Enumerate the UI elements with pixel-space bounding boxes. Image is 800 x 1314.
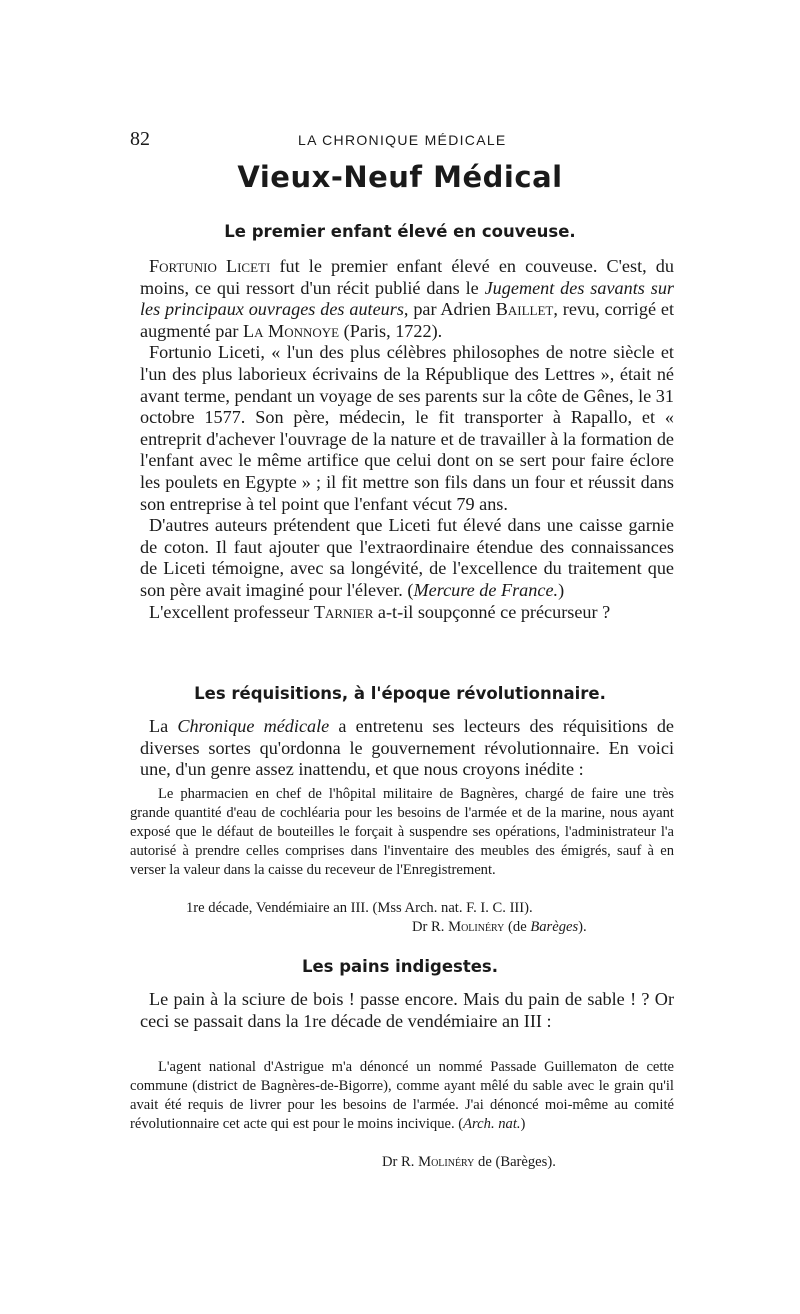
quoted-document-pain bbox=[130, 1058, 674, 1134]
quote-paragraph: Le pharmacien en chef de l'hôpital militaire de Bagnères, chargé de faire une très grande quantité d'eau de cochléaria pour les besoins de l'armée et de la marine, nous ayant exposé que le défaut de bouteilles le forçait à suspendre ses opérations, l'administrateur l'a autorisé à prendre celles comprises dans l'inventaire des meubles des émigrés, sauf à en verser la valeur dans la caisse du receveur de l'Enregistrement. bbox=[130, 786, 674, 878]
quote-paragraph bbox=[130, 1058, 674, 1134]
author-signature bbox=[412, 919, 587, 936]
paragraph: Fortunio Liceti, « l'un des plus célèbres philosophes de notre siècle et l'un des plus laborieux écrivains de la République des Lettres », était né avant terme, pendant un voyage de ses parents sur la côte de Gênes, le 31 octobre 1577. Son père, médecin, le fit transporter à Rapallo, et « entreprit d'achever l'ouvrage de la nature et de travailler à la formation de l'enfant avec le même artifice que celui dont on se sert pour faire éclore les poulets en Egypte » ; il fit mettre son fils dans un four et réussit dans son entreprise à tel point que l'enfant vécut 79 ans. bbox=[140, 342, 674, 514]
text-run: fut le premier enfant élevé en couveuse. C'est, du moins, ce qui ressort d'un récit publié dans le bbox=[140, 256, 674, 298]
text-run: D'autres auteurs prétendent que Liceti fut élevé dans une caisse garnie de coton. Il faut ajouter que l'extraordinaire étendue des connaissances de Liceti témoigne, avec sa longévité, de l'excellence du traitement que son père avait imaginé pour l'élever. ( bbox=[140, 515, 674, 600]
person-name: Baillet bbox=[495, 299, 554, 320]
source-citation: Mercure de France. bbox=[413, 579, 559, 600]
text-run: Dr R. bbox=[382, 1154, 419, 1170]
section-heading-pains: Les pains indigestes. bbox=[301, 957, 499, 976]
archive-reference: 1re décade, Vendémiaire an III. (Mss Arch. nat. F. I. C. III). bbox=[186, 900, 533, 916]
paragraph bbox=[140, 515, 674, 601]
paragraph bbox=[140, 716, 674, 781]
text-run: , revu, corrigé et augmenté par bbox=[140, 299, 674, 341]
section-body-pains bbox=[140, 989, 674, 1032]
section-body-requisitions bbox=[140, 716, 674, 781]
text-run: L'agent national d'Astrigue m'a dénoncé un nommé Passade Guillematon de cette commune (district de Bagnères-de-Bigorre), comme ayant mêlé du sable avec le grain qu'il avait été requis de livrer pour les besoins de l'armée. J'ai dénoncé moi-même au comité révolutionnaire cet acte qui est pour le moins incivique. ( bbox=[130, 1059, 674, 1132]
text-run: Dr R. bbox=[412, 919, 449, 935]
section-body-couveuse bbox=[140, 256, 674, 623]
text-run: , par Adrien bbox=[403, 299, 496, 320]
text-run: de (Barèges). bbox=[474, 1154, 556, 1170]
book-title: Jugement des savants sur les principaux ouvrages des auteurs bbox=[140, 277, 674, 320]
text-run: ). bbox=[578, 919, 587, 935]
text-run: a-t-il soupçonné ce précurseur ? bbox=[373, 601, 611, 622]
person-name: Fortunio Liceti bbox=[149, 256, 271, 276]
person-name: Molinéry bbox=[418, 1154, 475, 1170]
text-run: ) bbox=[558, 579, 565, 600]
section-heading-requisitions: Les réquisitions, à l'époque révolutionnaire. bbox=[194, 684, 606, 703]
text-run: a entretenu ses lecteurs des réquisitions de diverses sortes qu'ordonna le gouvernement révolutionnaire. En voici une, d'un genre assez inattendu, et que nous croyons inédite : bbox=[140, 716, 675, 780]
text-run: (Paris, 1722). bbox=[339, 320, 443, 341]
text-run: L'excellent professeur bbox=[149, 601, 314, 622]
paragraph: Le pain à la sciure de bois ! passe encore. Mais du pain de sable ! ? Or ceci se passait dans la 1re décade de vendémiaire an III : bbox=[140, 989, 674, 1031]
section-heading-couveuse: Le premier enfant élevé en couveuse. bbox=[224, 222, 576, 241]
author-signature bbox=[382, 1154, 556, 1171]
place-name: Barèges bbox=[530, 919, 579, 935]
journal-title: LA CHRONIQUE MÉDICALE bbox=[298, 132, 507, 148]
quoted-document-requisition bbox=[130, 785, 674, 880]
journal-name: Chronique médicale bbox=[177, 716, 330, 736]
text-run: ) bbox=[520, 1116, 526, 1132]
paragraph bbox=[140, 602, 674, 624]
source-citation: Arch. nat. bbox=[463, 1116, 521, 1132]
person-name: La Monnoye bbox=[243, 320, 340, 341]
text-run: La bbox=[149, 716, 178, 736]
text-run: (de bbox=[504, 919, 531, 935]
person-name: Tarnier bbox=[313, 601, 374, 622]
page-number: 82 bbox=[130, 128, 150, 150]
paragraph bbox=[140, 256, 674, 342]
person-name: Molinéry bbox=[448, 919, 505, 935]
running-head bbox=[130, 128, 670, 152]
article-title: Vieux-Neuf Médical bbox=[237, 160, 563, 194]
